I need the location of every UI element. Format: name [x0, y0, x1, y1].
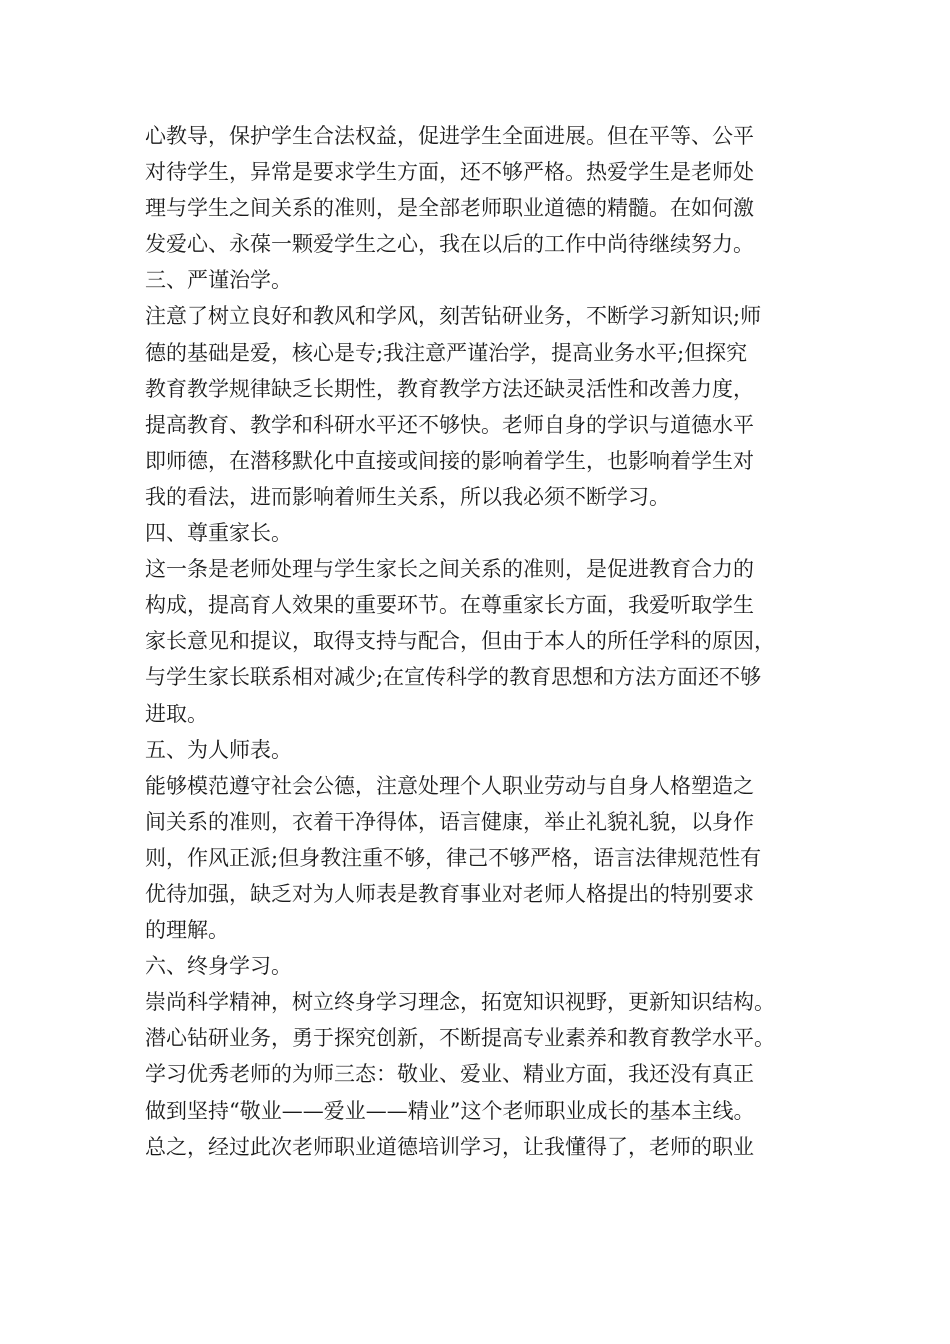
- text-line: 则，作风正派;但身教注重不够，律己不够严格，语言法律规范性有: [145, 845, 762, 870]
- text-line: 提高教育、教学和科研水平还不够快。老师自身的学识与道德水平: [145, 412, 754, 437]
- text-line: 教育教学规律缺乏长期性，教育教学方法还缺灵活性和改善力度，: [145, 376, 754, 401]
- text-line: 注意了树立良好和教风和学风，刻苦钻研业务，不断学习新知识;师: [145, 304, 762, 329]
- text-line: 理与学生之间关系的准则，是全部老师职业道德的精髓。在如何激: [145, 196, 754, 221]
- text-line: 总之，经过此次老师职业道德培训学习，让我懂得了，老师的职业: [145, 1134, 754, 1159]
- text-line: 学习优秀老师的为师三态：敬业、爱业、精业方面，我还没有真正: [145, 1062, 754, 1087]
- text-line: 潜心钻研业务，勇于探究创新，不断提高专业素养和教育教学水平。: [145, 1026, 775, 1051]
- section-heading: 五、为人师表。: [145, 737, 292, 762]
- text-line: 心教导，保护学生合法权益，促进学生全面进展。但在平等、公平: [145, 124, 754, 148]
- text-line: 做到坚持“敬业——爱业——精业”这个老师职业成长的基本主线。: [145, 1098, 755, 1123]
- text-line: 对待学生，异常是要求学生方面，还不够严格。热爱学生是老师处: [145, 160, 754, 185]
- section-heading: 三、严谨治学。: [145, 268, 292, 293]
- section-heading: 六、终身学习。: [145, 954, 292, 979]
- text-line: 发爱心、永葆一颗爱学生之心，我在以后的工作中尚待继续努力。: [145, 232, 754, 257]
- text-line: 优待加强，缺乏对为人师表是教育事业对老师人格提出的特别要求: [145, 881, 754, 906]
- text-line: 间关系的准则，衣着干净得体，语言健康，举止礼貌礼貌，以身作: [145, 809, 754, 834]
- text-line: 即师德，在潜移默化中直接或间接的影响着学生，也影响着学生对: [145, 448, 754, 473]
- text-line: 这一条是老师处理与学生家长之间关系的准则，是促进教育合力的: [145, 557, 754, 582]
- text-line: 能够模范遵守社会公德，注意处理个人职业劳动与自身人格塑造之: [145, 773, 754, 798]
- section-heading: 四、尊重家长。: [145, 521, 292, 546]
- text-line: 进取。: [145, 701, 208, 726]
- text-line: 家长意见和提议，取得支持与配合，但由于本人的所任学科的原因，: [145, 629, 775, 654]
- text-line: 我的看法，进而影响着师生关系，所以我必须不断学习。: [145, 484, 670, 509]
- document-body: [145, 118, 810, 1165]
- text-line: 的理解。: [145, 918, 229, 943]
- text-line: 德的基础是爱，核心是专;我注意严谨治学，提高业务水平;但探究: [145, 340, 748, 365]
- text-line: 与学生家长联系相对减少;在宣传科学的教育思想和方法方面还不够: [145, 665, 762, 690]
- text-line: 构成，提高育人效果的重要环节。在尊重家长方面，我爱听取学生: [145, 593, 754, 618]
- text-line: 崇尚科学精神，树立终身学习理念，拓宽知识视野，更新知识结构。: [145, 990, 775, 1015]
